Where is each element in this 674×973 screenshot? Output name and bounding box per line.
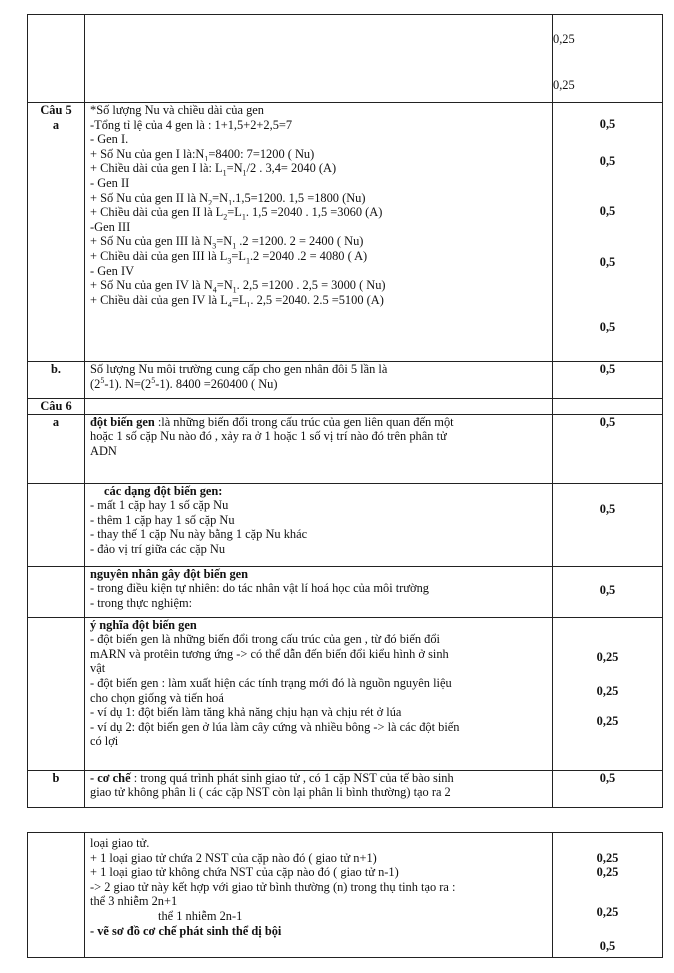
table-row: Câu 6 xyxy=(28,399,663,415)
answer-table xyxy=(27,14,663,808)
answer-text: đột biến gen :là những biến đổi trong cấu trúc của gen liên quan đến một hoặc 1 số cặp Nu nào đó , xảy ra ở 1 hoặc 1 số vị trí nào đó trên phân tử ADN xyxy=(85,414,553,483)
answer-text: - cơ chế : trong quá trình phát sinh giao tử , có 1 cặp NST của tế bào sinh giao tử không phân li ( các cặp NST còn lại phân li bình thường) tạo ra 2 xyxy=(85,770,553,807)
answer-text: loại giao tử. + 1 loại giao tử chứa 2 NST của cặp nào đó ( giao tử n+1) + 1 loại giao tử không chứa NST của cặp nào đó ( giao tử n-1) -> 2 giao tử này kết hợp với giao tử bình thường (n) trong thụ tinh tạo ra : thể 3 nhiễm 2n+1 thể 1 nhiễm 2n-1 - vẽ sơ đồ cơ chế phát sinh thể dị bội xyxy=(85,833,553,958)
score-cell: 0,5 xyxy=(553,566,663,617)
gene4-length: + Chiều dài của gen IV là $L_4=L_1$. 2,5 =2040. 2.5 =5100 (A) xyxy=(90,292,384,308)
answer-text: các dạng đột biến gen: - mất 1 cặp hay 1 số cặp Nu - thêm 1 cặp hay 1 số cặp Nu - thay thế 1 cặp Nu này bằng 1 cặp Nu khác - đảo vị trí giữa các cặp Nu xyxy=(85,483,553,566)
gene1-length: + Chiều dài của gen I là: $L_1=N_1/2$ . 3,4= 2040 (A) xyxy=(90,161,337,176)
continuation-table xyxy=(27,832,663,958)
replication-formula: $(2^5-1)$. $N=(2^5-1)$. 8400 =260400 ( Nu) xyxy=(90,376,278,391)
answer-text: nguyên nhân gây đột biến gen - trong điều kiện tự nhiên: do tác nhân vật lí hoá học của môi trường - trong thực nghiệm: xyxy=(85,566,553,617)
score-cell: 0,5 xyxy=(553,770,663,807)
table-row xyxy=(28,103,663,362)
gene4-count: + Số Nu của gen IV là $N_4=N_1$. 2,5 =1200 . 2,5 = 3000 ( Nu) xyxy=(90,278,386,293)
score-cell: 0,25 0,25 0,25 0,5 xyxy=(553,833,663,958)
score-cell: 0,5 xyxy=(553,362,663,399)
gene3-count: + Số Nu của gen III là $N_3=N_1$ .2 =1200. 2 = 2400 ( Nu) xyxy=(90,234,364,249)
table-row: b - cơ chế : trong quá trình phát sinh giao tử , có 1 cặp NST của tế bào sinh giao tử không phân li ( các cặp NST còn lại phân li bình thường) tạo ra 2 0,5 xyxy=(28,770,663,807)
table-row xyxy=(28,617,663,770)
table-row: b. Số lượng Nu môi trường cung cấp cho gen nhân đôi 5 lần là $(2^5-1)$. $N=(2^5-1)$. 8400 =260400 ( Nu) 0,5 xyxy=(28,362,663,399)
table-row: a đột biến gen :là những biến đổi trong cấu trúc của gen liên quan đến một hoặc 1 số cặp Nu nào đó , xảy ra ở 1 hoặc 1 số vị trí nào đó trên phân tử ADN 0,5 xyxy=(28,414,663,483)
score-cell: 0,5 xyxy=(553,483,663,566)
table-row xyxy=(28,483,663,566)
answer-text: Số lượng Nu môi trường cung cấp cho gen nhân đôi 5 lần là $(2^5-1)$. $N=(2^5-1)$. 8400 =260400 ( Nu) xyxy=(85,362,553,399)
gene1-count: + Số Nu của gen I $là:N_1=8400$: 7=1200 ( Nu) xyxy=(90,146,315,162)
score-cell: 0,5 xyxy=(553,414,663,483)
score-cell: 0,25 0,25 xyxy=(553,15,663,103)
gene2-length: + Chiều dài của gen II là $L_2=L_1$. 1,5 =2040 . 1,5 =3060 (A) xyxy=(90,205,383,220)
answer-text: *Số lượng Nu và chiều dài của gen -Tổng tỉ lệ của 4 gen là : 1+1,5+2+2,5=7 - Gen I. + Số Nu của gen I $là:N_1=8400$: 7=1200 ( Nu) + Chiều dài của gen I là: $L_1=N_1/2$ . 3,4= 2040 (A) - Gen II + Số Nu của gen II là $N_2=N_1.1,5=1200$. 1,5 =1800 (Nu) + Chiều dài của gen II là $L_2=L_1$. 1,5 =2040 . 1,5 =3060 (A) -Gen III + Số Nu của gen III là $N_3=N_1$ .2 =1200. 2 = 2400 ( Nu) + Chiều dài của gen III là $L_3=L_1.2 =2040$ .2 = 4080 ( A) - Gen IV + Số Nu của gen IV là $N_4=N_1$. 2,5 =1200 . 2,5 = 3000 ( Nu) + Chiều dài của gen IV là $L_4=L_1$. 2,5 =2040. 2.5 =5100 (A) xyxy=(85,103,553,362)
table-row xyxy=(28,566,663,617)
gene2-count: + Số Nu của gen II là $N_2=N_1.1,5=1200$. 1,5 =1800 (Nu) xyxy=(90,190,366,206)
question-label: Câu 5 a xyxy=(28,103,85,362)
table-row xyxy=(28,833,663,958)
score-cell: 0,5 0,5 0,5 0,5 0,5 xyxy=(553,103,663,362)
table-row xyxy=(28,15,663,103)
score-cell: 0,25 0,25 0,25 xyxy=(553,617,663,770)
gene3-length: + Chiều dài của gen III là $L_3=L_1.2 =2040$ .2 = 4080 ( A) xyxy=(90,248,368,264)
answer-text: ý nghĩa đột biến gen - đột biến gen là những biến đổi trong cấu trúc của gen , từ đó biến đổi mARN và protêin tương ứng -> có thể dẫn đến biến đổi kiểu hình ở sinh vật - đột biến gen : làm xuất hiện các tính trạng mới đó là nguồn nguyên liệu cho chọn giống và tiến hoá - ví dụ 1: đột biến làm tăng khả năng chịu hạn và chịu rét ở lúa - ví dụ 2: đột biến gen ở lúa làm cây cứng và nhiều bông -> là các đột biến có lợi xyxy=(85,617,553,770)
